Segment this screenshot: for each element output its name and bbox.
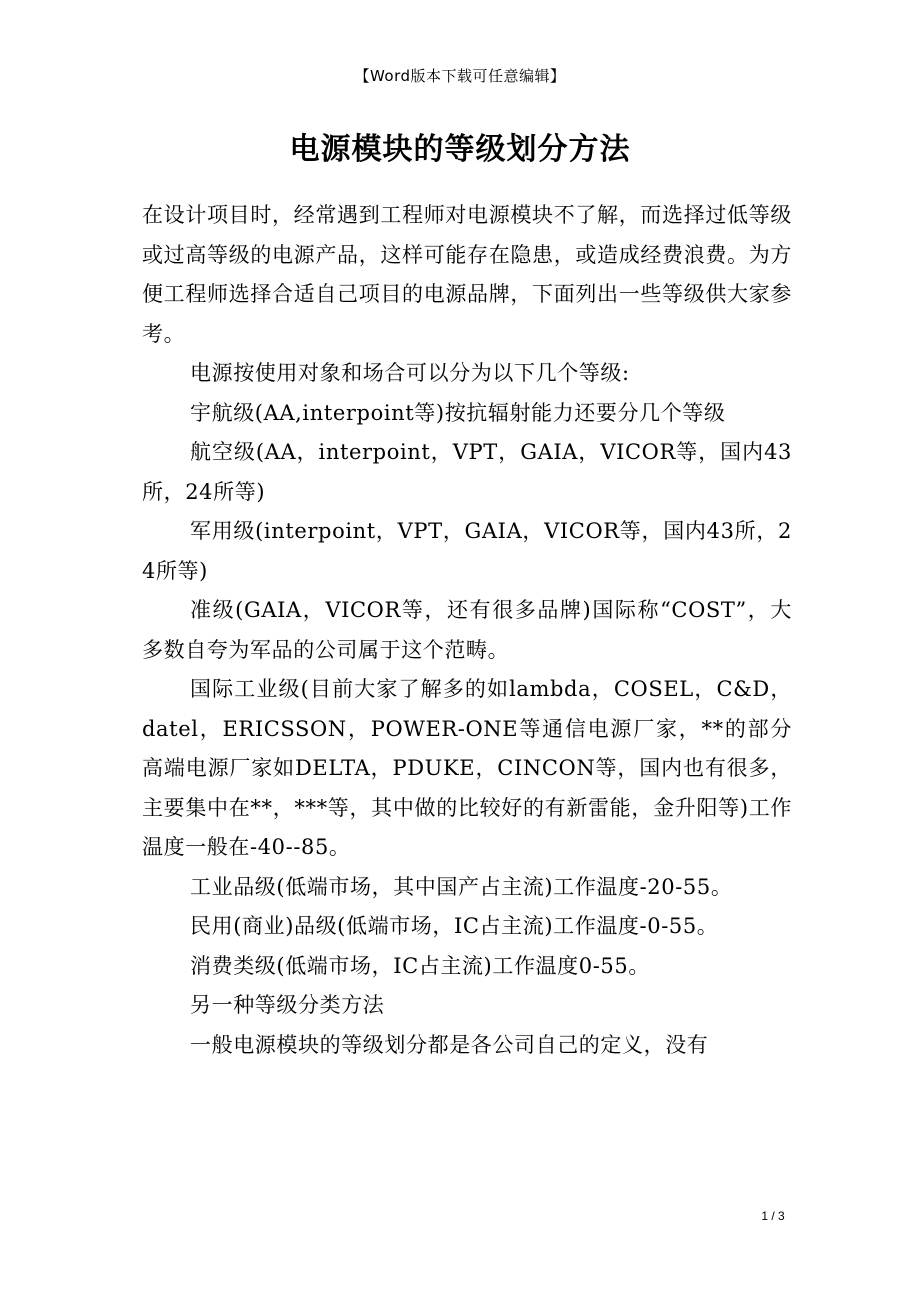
document-title: 电源模块的等级划分方法 — [289, 132, 631, 167]
paragraph-aviation-grade: 航空级(AA，interpoint，VPT，GAIA，VICOR等，国内43所，24所等) — [142, 440, 792, 504]
paragraph-general-definition: 一般电源模块的等级划分都是各公司自己的定义，没有 — [190, 1032, 709, 1057]
paragraph-industrial-grade: 工业品级(低端市场，其中国产占主流)工作温度-20-55。 — [190, 874, 733, 899]
page-header: 【Word版本下载可任意编辑】 — [354, 67, 566, 85]
page-number: 1 / 3 — [761, 1209, 785, 1223]
paragraph-alternative-method: 另一种等级分类方法 — [190, 993, 385, 1017]
document-body — [142, 196, 792, 1065]
paragraph-consumer-grade: 消费类级(低端市场，IC占主流)工作温度0-55。 — [190, 953, 650, 978]
paragraph-commercial-grade: 民用(商业)品级(低端市场，IC占主流)工作温度-0-55。 — [190, 914, 719, 938]
paragraph-international-industrial-grade: 国际工业级(目前大家了解多的如lambda，COSEL，C&D，datel，ERICSSON，POWER-ONE等通信电源厂家，**的部分高端电源厂家如DELTA，PDUKE，CINCON等，国内也有很多，主要集中在**，***等，其中做的比较好的有新雷能，金升阳等)工作温度一般在-40--85。 — [142, 677, 792, 859]
paragraph-classification-intro: 电源按使用对象和场合可以分为以下几个等级: — [190, 361, 630, 385]
paragraph-aerospace-grade: 宇航级(AA,interpoint等)按抗辐射能力还要分几个等级 — [190, 400, 726, 425]
paragraph-quasi-grade: 准级(GAIA，VICOR等，还有很多品牌)国际称“COST”，大多数自夸为军品的公司属于这个范畴。 — [142, 598, 792, 662]
paragraph-military-grade: 军用级(interpoint，VPT，GAIA，VICOR等，国内43所，24所等) — [142, 519, 792, 583]
intro-paragraph: 在设计项目时，经常遇到工程师对电源模块不了解，而选择过低等级或过高等级的电源产品，这样可能存在隐患，或造成经费浪费。为方便工程师选择合适自己项目的电源品牌，下面列出一些等级供大家参考。 — [142, 203, 792, 346]
